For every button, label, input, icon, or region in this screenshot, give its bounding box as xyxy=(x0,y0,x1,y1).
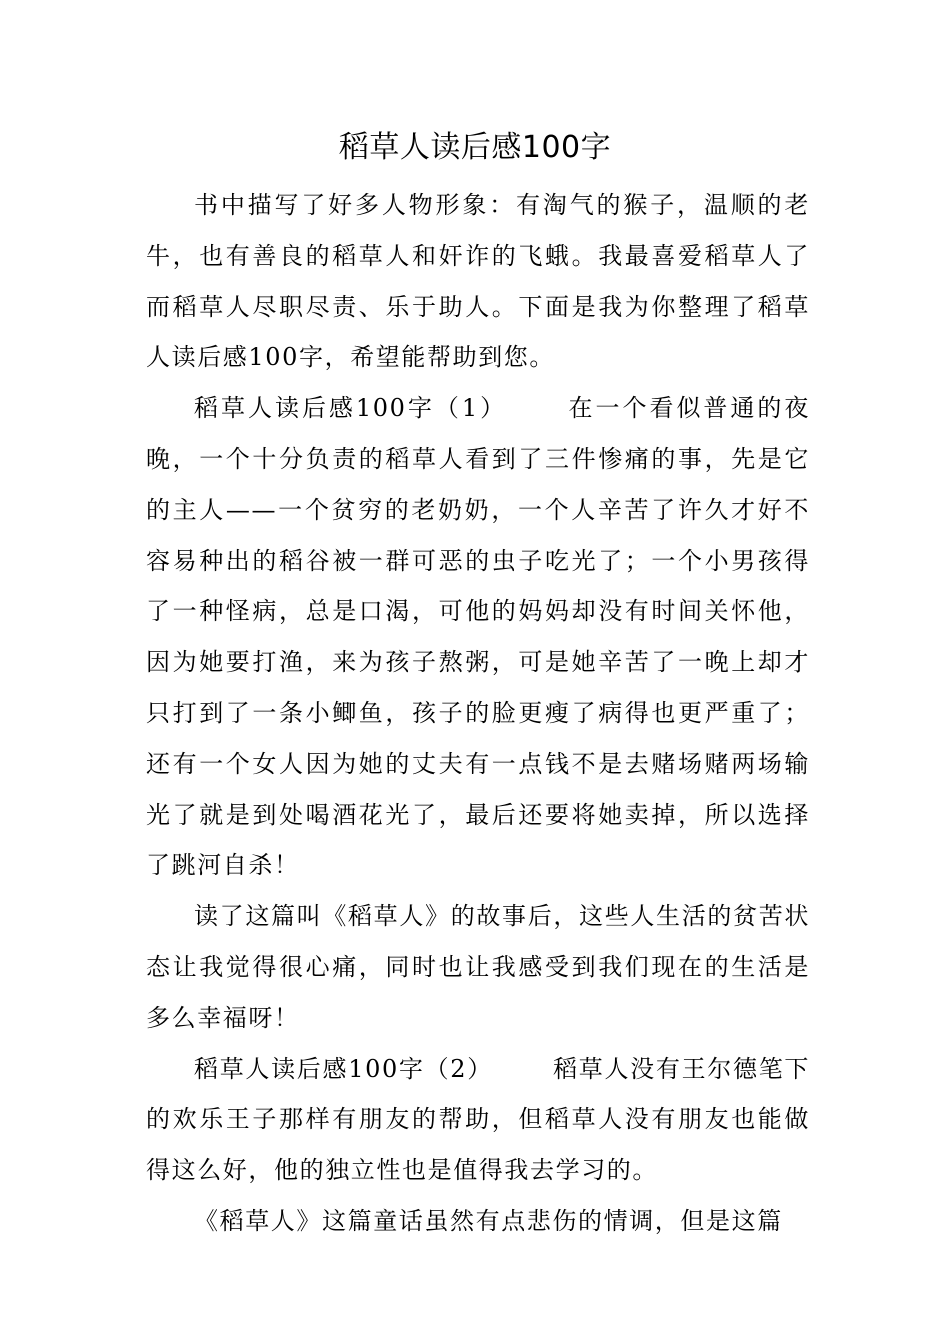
section-1-paragraph xyxy=(146,383,810,891)
closing-paragraph: 《稻草人》这篇童话虽然有点悲伤的情调，但是这篇 xyxy=(194,1206,783,1235)
section-2-heading: 稻草人读后感100字（2） xyxy=(194,1054,493,1083)
section-1-heading: 稻草人读后感100字（1） xyxy=(194,394,508,423)
page-title: 稻草人读后感100字 xyxy=(338,130,612,165)
intro-paragraph: 书中描写了好多人物形象：有淘气的猴子，温顺的老牛，也有善良的稻草人和奸诈的飞蛾。我最喜爱稻草人了而稻草人尽职尽责、乐于助人。下面是我为你整理了稻草人读后感100字，希望能帮助到您。 xyxy=(146,191,810,372)
document-body xyxy=(146,180,810,1247)
section-2-text: 稻草人没有王尔德笔下的欢乐王子那样有朋友的帮助，但稻草人没有朋友也能做得这么好，他的独立性也是值得我去学习的。 xyxy=(146,1054,810,1185)
section-2-paragraph xyxy=(146,1044,810,1196)
reflection-paragraph: 读了这篇叫《稻草人》的故事后，这些人生活的贫苦状态让我觉得很心痛，同时也让我感受到我们现在的生活是多么幸福呀！ xyxy=(146,902,810,1032)
section-1-text: 在一个看似普通的夜晚，一个十分负责的稻草人看到了三件惨痛的事，先是它的主人——一个贫穷的老奶奶，一个人辛苦了许久才好不容易种出的稻谷被一群可恶的虫子吃光了；一个小男孩得了一种怪病，总是口渴，可他的妈妈却没有时间关怀他，因为她要打渔，来为孩子熬粥，可是她辛苦了一晚上却才只打到了一条小鲫鱼，孩子的脸更瘦了病得也更严重了；还有一个女人因为她的丈夫有一点钱不是去赌场赌两场输光了就是到处喝酒花光了，最后还要将她卖掉，所以选择了跳河自杀！ xyxy=(146,394,810,880)
